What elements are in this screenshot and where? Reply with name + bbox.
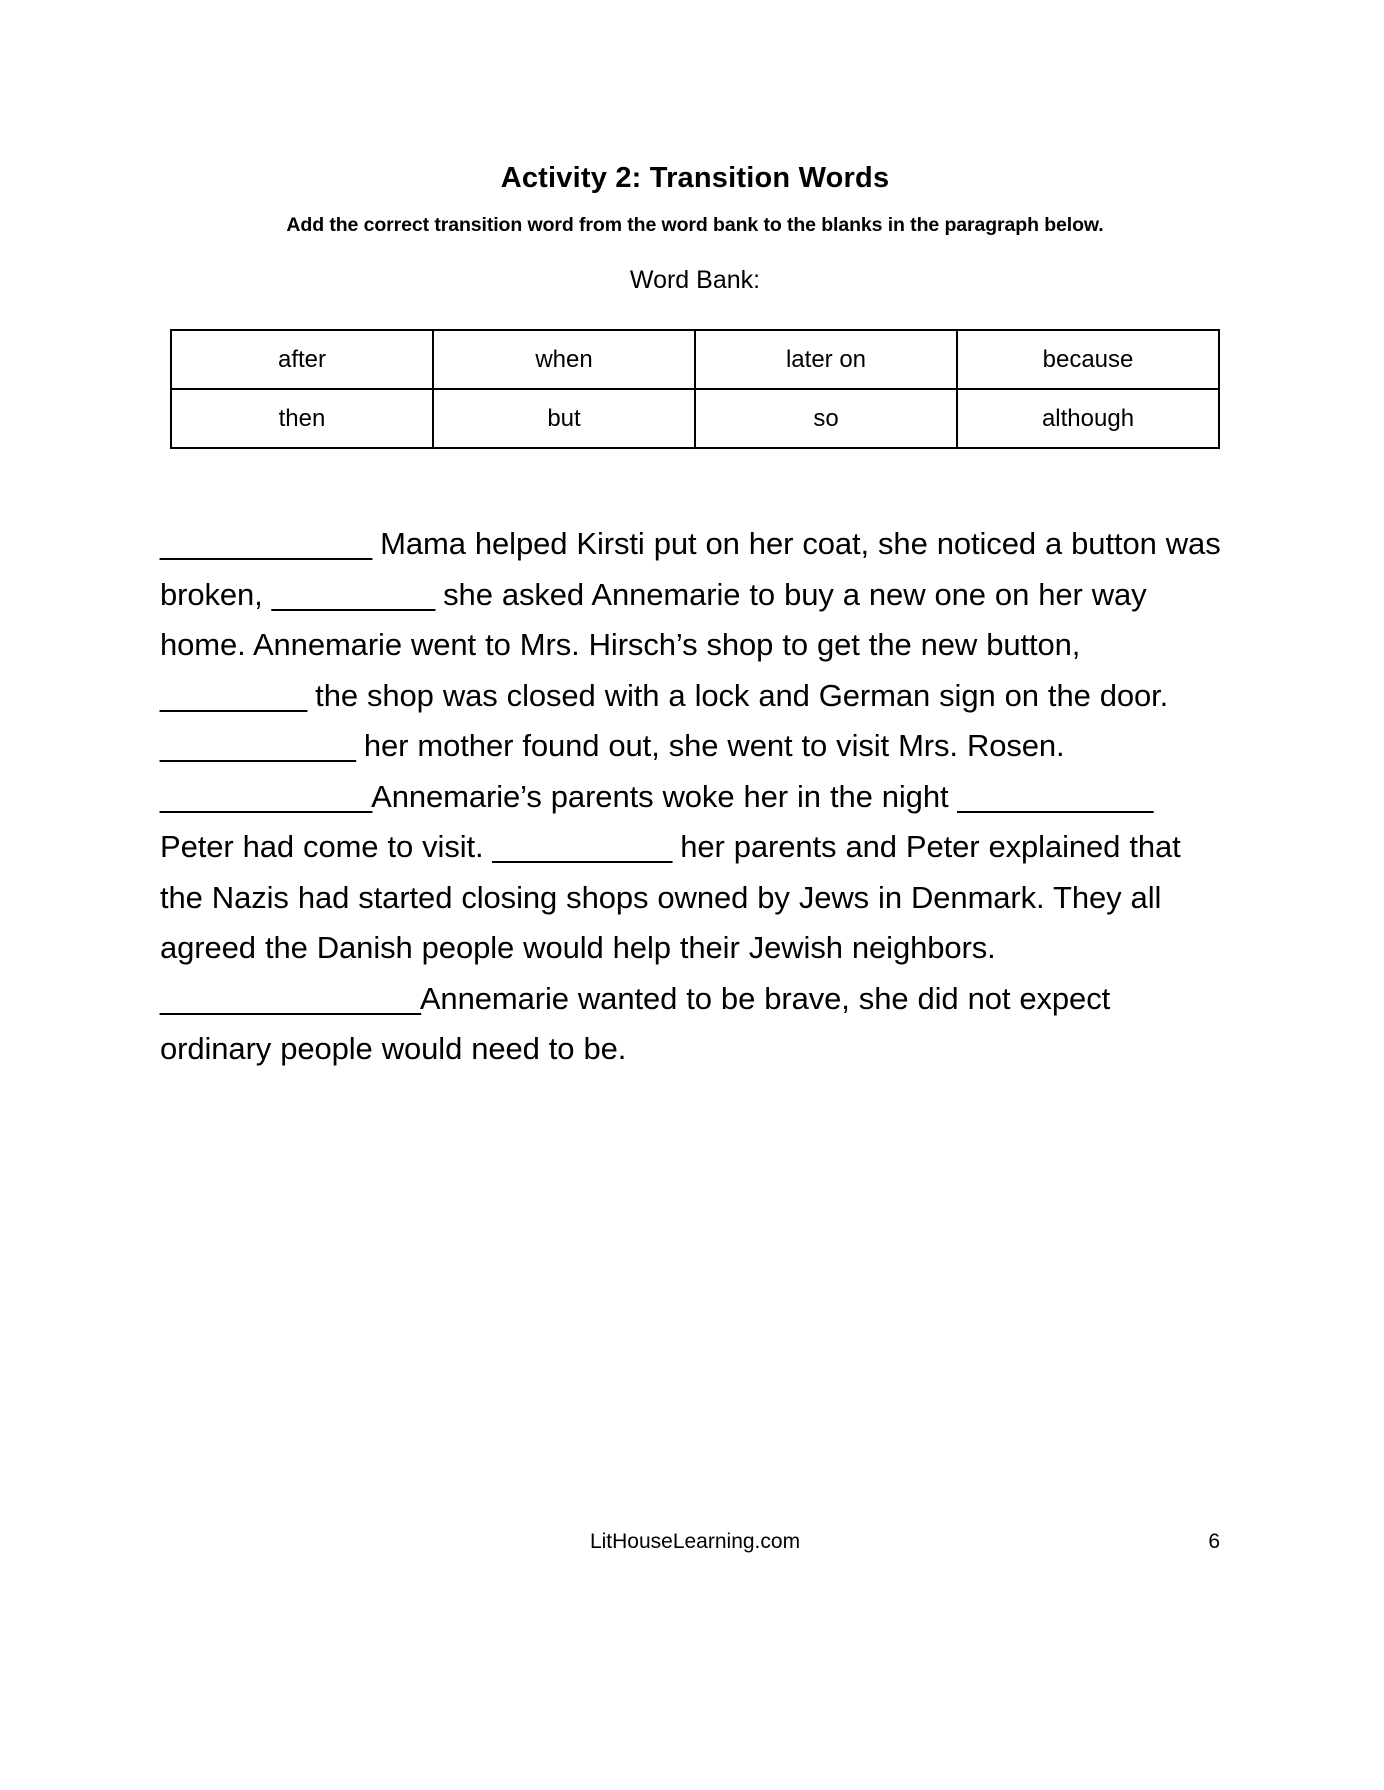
paragraph-text-8: Annemarie wanted to be brave, she did not expect ordinary people would need to be. — [160, 980, 1111, 1067]
paragraph-text-7: her parents and Peter explained that the Nazis had started closing shops owned by Jews in Denmark. They all agreed the Danish people would help their Jewish neighbors. — [160, 829, 1181, 966]
paragraph-text-6: Peter had come to visit. — [160, 829, 493, 865]
cloze-paragraph — [160, 449, 1230, 1075]
paragraph-text-4: her mother found out, she went to visit Mrs. Rosen. — [354, 728, 1065, 764]
footer-site-name: LitHouseLearning.com — [589, 1530, 801, 1553]
word-bank-body — [171, 330, 1219, 448]
word-bank-cell: later on — [695, 330, 957, 389]
word-bank-cell: although — [957, 389, 1219, 448]
table-row — [171, 330, 1219, 389]
blank-7[interactable]: ___________ — [492, 829, 672, 865]
footer-page-number: 6 — [1208, 1530, 1220, 1553]
blank-1[interactable]: _____________ — [160, 526, 372, 561]
word-bank-cell: so — [695, 389, 957, 448]
word-bank-cell: after — [171, 330, 433, 389]
blank-6[interactable]: ____________ — [957, 778, 1153, 814]
word-bank-cell: then — [171, 389, 433, 448]
paragraph-text-3: the shop was closed with a lock and German sign on the door. — [306, 677, 1169, 713]
blank-5[interactable]: _____________ — [160, 778, 372, 814]
word-bank-label: Word Bank: — [629, 266, 761, 294]
paragraph-text-2: she asked Annemarie to buy a new one on her way home. Annemarie went to Mrs. Hirsch’s shop to get the new button, — [160, 576, 1147, 663]
word-bank-cell: because — [957, 330, 1219, 389]
page-title: Activity 2: Transition Words — [500, 162, 890, 194]
word-bank-cell: when — [433, 330, 695, 389]
instructions-text: Add the correct transition word from the word bank to the blanks in the paragraph below. — [286, 214, 1104, 236]
blank-2[interactable]: __________ — [271, 576, 435, 612]
table-row — [171, 389, 1219, 448]
word-bank-table — [170, 329, 1220, 449]
worksheet-content — [160, 0, 1230, 1075]
paragraph-text-1: Mama helped Kirsti put on her coat, she noticed a button was broken, — [160, 526, 1221, 612]
blank-8[interactable]: ________________ — [160, 980, 420, 1016]
blank-4[interactable]: ____________ — [160, 728, 355, 764]
blank-3[interactable]: _________ — [160, 677, 307, 713]
paragraph-text-5: Annemarie’s parents woke her in the night — [371, 778, 958, 814]
word-bank-cell: but — [433, 389, 695, 448]
